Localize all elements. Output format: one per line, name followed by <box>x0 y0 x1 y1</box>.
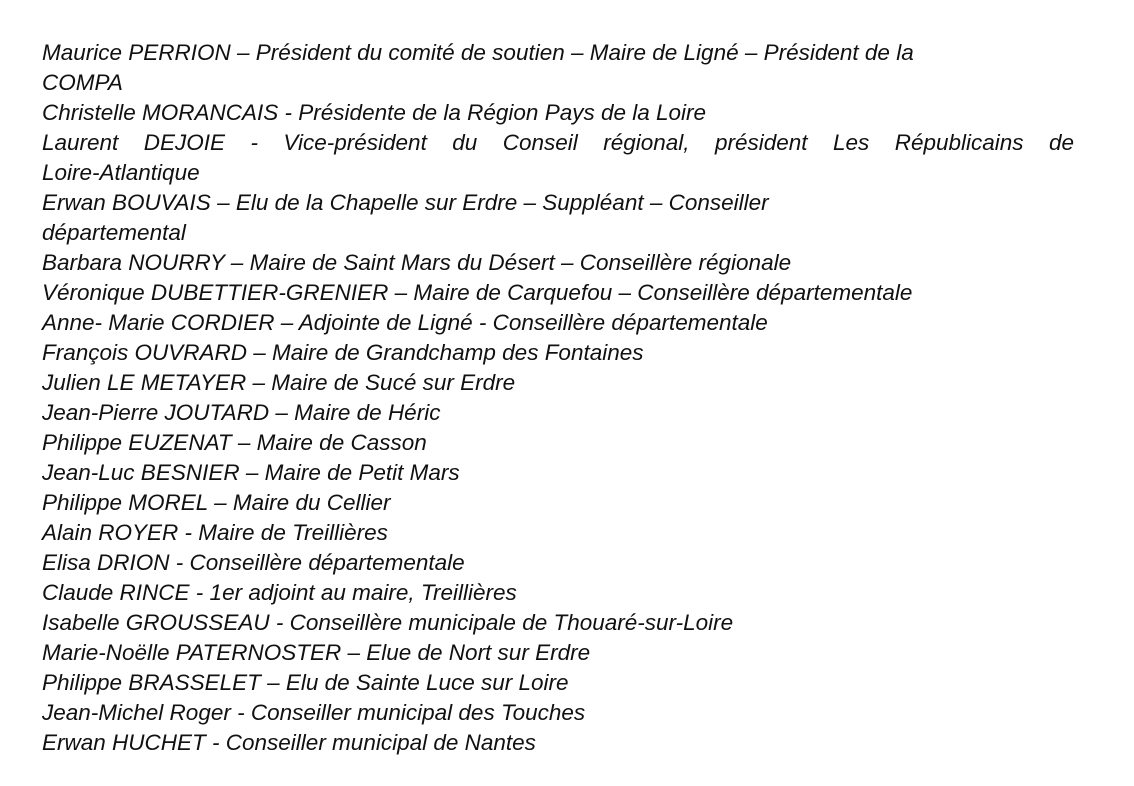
list-line: départemental <box>42 220 186 245</box>
list-line: Philippe MOREL – Maire du Cellier <box>42 490 391 515</box>
list-line: Erwan HUCHET - Conseiller municipal de Nantes <box>42 730 536 755</box>
list-line: Marie-Noëlle PATERNOSTER – Elue de Nort sur Erdre <box>42 640 591 665</box>
list-line: Elisa DRION - Conseillère départementale <box>42 550 465 575</box>
list-line: Alain ROYER - Maire de Treillières <box>42 520 388 545</box>
list-line: Véronique DUBETTIER-GRENIER – Maire de Carquefou – Conseillère départementale <box>42 280 913 305</box>
list-line: Philippe BRASSELET – Elu de Sainte Luce sur Loire <box>42 670 569 695</box>
list-line: Laurent DEJOIE - Vice-président du Conseil régional, président Les Républicains de <box>42 130 1074 155</box>
list-line: Jean-Luc BESNIER – Maire de Petit Mars <box>42 460 460 485</box>
list-line: COMPA <box>42 70 123 95</box>
list-line: Anne- Marie CORDIER – Adjointe de Ligné - Conseillère départementale <box>42 310 768 335</box>
list-line: Claude RINCE - 1er adjoint au maire, Treillières <box>42 580 517 605</box>
list-line: Isabelle GROUSSEAU - Conseillère municipale de Thouaré-sur-Loire <box>42 610 734 635</box>
list-line: Jean-Michel Roger - Conseiller municipal des Touches <box>42 700 586 725</box>
supporters-list <box>42 38 1074 758</box>
list-line: Loire-Atlantique <box>42 160 200 185</box>
list-line: Philippe EUZENAT – Maire de Casson <box>42 430 427 455</box>
list-line: Maurice PERRION – Président du comité de soutien – Maire de Ligné – Président de la <box>42 40 914 65</box>
list-line: François OUVRARD – Maire de Grandchamp des Fontaines <box>42 340 644 365</box>
list-line: Julien LE METAYER – Maire de Sucé sur Erdre <box>42 370 516 395</box>
list-line: Christelle MORANCAIS - Présidente de la Région Pays de la Loire <box>42 100 707 125</box>
list-line: Jean-Pierre JOUTARD – Maire de Héric <box>42 400 441 425</box>
list-line: Barbara NOURRY – Maire de Saint Mars du Désert – Conseillère régionale <box>42 250 792 275</box>
list-line: Erwan BOUVAIS – Elu de la Chapelle sur Erdre – Suppléant – Conseiller <box>42 190 769 215</box>
